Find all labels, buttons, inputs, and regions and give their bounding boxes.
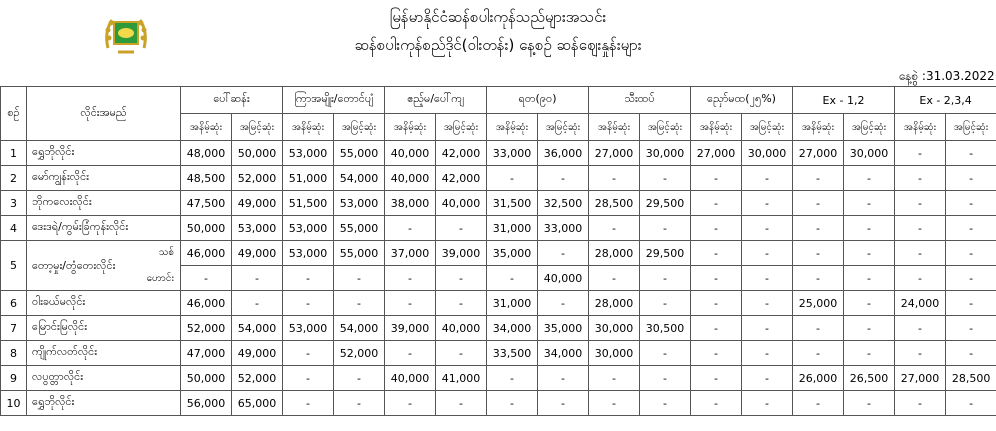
max-price-cell: - bbox=[436, 266, 487, 291]
row-number: 5 bbox=[1, 241, 27, 291]
min-price-cell: - bbox=[283, 341, 334, 366]
max-price-cell: - bbox=[946, 241, 996, 266]
min-price-cell: - bbox=[385, 391, 436, 416]
min-price-cell: - bbox=[283, 391, 334, 416]
max-price-cell: - bbox=[946, 341, 996, 366]
line-name-text: ကျိုက်လတ်လိုင်း bbox=[32, 345, 98, 358]
min-price-cell: - bbox=[283, 366, 334, 391]
max-price-cell: - bbox=[946, 291, 996, 316]
max-price-cell: - bbox=[742, 391, 793, 416]
min-price-cell: 46,000 bbox=[181, 291, 232, 316]
max-price-cell: 29,500 bbox=[640, 241, 691, 266]
min-price-cell: 27,000 bbox=[691, 141, 742, 166]
max-price-cell: - bbox=[844, 391, 895, 416]
min-price-cell: 28,000 bbox=[589, 241, 640, 266]
max-price-cell: - bbox=[742, 191, 793, 216]
column-group-header: Ex - 2,3,4 bbox=[895, 87, 996, 114]
max-price-cell: 30,000 bbox=[844, 141, 895, 166]
max-price-header: အမြင့်ဆုံး bbox=[436, 114, 487, 141]
max-price-cell: 34,000 bbox=[538, 341, 589, 366]
min-price-cell: - bbox=[895, 266, 946, 291]
min-price-cell: 48,000 bbox=[181, 141, 232, 166]
line-name-text: ရွှေဘိုလိုင်း bbox=[32, 145, 75, 158]
min-price-cell: 24,000 bbox=[895, 291, 946, 316]
line-name bbox=[27, 366, 181, 391]
min-price-cell: 46,000 bbox=[181, 241, 232, 266]
max-price-header: အမြင့်ဆုံး bbox=[946, 114, 996, 141]
max-price-cell: 30,500 bbox=[640, 316, 691, 341]
max-price-cell: - bbox=[946, 166, 996, 191]
max-price-cell: - bbox=[844, 241, 895, 266]
max-price-cell: - bbox=[436, 341, 487, 366]
line-name-text: ဝါးခယ်မလိုင်း bbox=[32, 295, 86, 308]
min-price-cell: 50,000 bbox=[181, 366, 232, 391]
max-price-cell: 54,000 bbox=[334, 166, 385, 191]
max-price-cell: - bbox=[742, 291, 793, 316]
max-price-cell: - bbox=[640, 341, 691, 366]
min-price-cell: 34,000 bbox=[487, 316, 538, 341]
max-price-cell: 55,000 bbox=[334, 241, 385, 266]
max-price-cell: - bbox=[436, 291, 487, 316]
min-price-cell: 53,000 bbox=[283, 316, 334, 341]
min-price-cell: 25,000 bbox=[793, 291, 844, 316]
line-name bbox=[27, 141, 181, 166]
min-price-cell: 33,000 bbox=[487, 141, 538, 166]
min-price-cell: - bbox=[691, 341, 742, 366]
min-price-cell: - bbox=[181, 266, 232, 291]
max-price-cell: 49,000 bbox=[232, 341, 283, 366]
min-price-cell: - bbox=[793, 316, 844, 341]
column-group-header: ဧည့်မ/ပေါ်ကျ bbox=[385, 87, 487, 114]
min-price-cell: 38,000 bbox=[385, 191, 436, 216]
max-price-cell: 49,000 bbox=[232, 191, 283, 216]
min-price-cell: 37,000 bbox=[385, 241, 436, 266]
min-price-header: အနိမ့်ဆုံး bbox=[895, 114, 946, 141]
row-number: 2 bbox=[1, 166, 27, 191]
max-price-cell: - bbox=[946, 316, 996, 341]
min-price-cell: - bbox=[487, 391, 538, 416]
max-price-header: အမြင့်ဆုံး bbox=[232, 114, 283, 141]
line-name bbox=[27, 341, 181, 366]
max-price-cell: - bbox=[844, 341, 895, 366]
min-price-cell: - bbox=[487, 266, 538, 291]
line-name bbox=[27, 191, 181, 216]
table-row bbox=[1, 241, 996, 266]
max-price-cell: - bbox=[232, 266, 283, 291]
max-price-cell: 35,000 bbox=[538, 316, 589, 341]
table-row bbox=[1, 316, 996, 341]
max-price-cell: 32,500 bbox=[538, 191, 589, 216]
line-name-text: မော်ကျွန်းလိုင်း bbox=[32, 170, 89, 183]
min-price-header: အနိမ့်ဆုံး bbox=[793, 114, 844, 141]
max-price-cell: - bbox=[640, 216, 691, 241]
min-price-cell: - bbox=[895, 316, 946, 341]
line-name-text: ဘိုကလေးလိုင်း bbox=[32, 195, 92, 208]
row-number: 8 bbox=[1, 341, 27, 366]
max-price-cell: - bbox=[334, 366, 385, 391]
max-price-cell: - bbox=[844, 266, 895, 291]
min-price-cell: 27,000 bbox=[895, 366, 946, 391]
line-name-text: ရွှေဘိုလိုင်း bbox=[32, 395, 75, 408]
row-number: 3 bbox=[1, 191, 27, 216]
min-price-cell: 31,000 bbox=[487, 291, 538, 316]
max-price-cell: - bbox=[538, 291, 589, 316]
max-price-cell: - bbox=[946, 266, 996, 291]
max-price-cell: - bbox=[742, 241, 793, 266]
min-price-cell: 40,000 bbox=[385, 166, 436, 191]
min-price-cell: 27,000 bbox=[793, 141, 844, 166]
line-name-text: ဒေးဒရဲ/ကွမ်းခြံကုန်းလိုင်း bbox=[32, 220, 129, 233]
min-price-cell: 31,500 bbox=[487, 191, 538, 216]
min-price-cell: 27,000 bbox=[589, 141, 640, 166]
max-price-cell: - bbox=[946, 141, 996, 166]
min-price-cell: - bbox=[589, 266, 640, 291]
column-group-header: ရတ(၉၀) bbox=[487, 87, 589, 114]
min-price-cell: 51,000 bbox=[283, 166, 334, 191]
min-price-cell: - bbox=[793, 391, 844, 416]
max-price-cell: - bbox=[844, 316, 895, 341]
line-name-text: လပွတ္တာလိုင်း bbox=[32, 370, 84, 383]
line-name bbox=[27, 291, 181, 316]
max-price-cell: 36,000 bbox=[538, 141, 589, 166]
max-price-cell: - bbox=[946, 391, 996, 416]
max-price-header: အမြင့်ဆုံး bbox=[334, 114, 385, 141]
max-price-cell: 28,500 bbox=[946, 366, 996, 391]
table-row bbox=[1, 341, 996, 366]
min-price-cell: - bbox=[793, 166, 844, 191]
min-price-cell: 40,000 bbox=[385, 366, 436, 391]
max-price-cell: 54,000 bbox=[232, 316, 283, 341]
max-price-cell: - bbox=[640, 266, 691, 291]
table-row bbox=[1, 191, 996, 216]
min-price-cell: - bbox=[895, 191, 946, 216]
price-table bbox=[0, 68, 996, 416]
min-price-cell: 52,000 bbox=[181, 316, 232, 341]
min-price-cell: 26,000 bbox=[793, 366, 844, 391]
min-price-cell: - bbox=[385, 291, 436, 316]
max-price-cell: 49,000 bbox=[232, 241, 283, 266]
report-date: နေ့စွဲ :31.03.2022 bbox=[898, 69, 995, 83]
max-price-cell: 53,000 bbox=[334, 191, 385, 216]
max-price-cell: 52,000 bbox=[334, 341, 385, 366]
min-price-cell: - bbox=[487, 166, 538, 191]
min-price-cell: 53,000 bbox=[283, 216, 334, 241]
max-price-cell: - bbox=[742, 266, 793, 291]
min-price-cell: 40,000 bbox=[385, 141, 436, 166]
min-price-cell: - bbox=[691, 291, 742, 316]
min-price-header: အနိမ့်ဆုံး bbox=[385, 114, 436, 141]
max-price-cell: 52,000 bbox=[232, 366, 283, 391]
min-price-cell: - bbox=[793, 341, 844, 366]
line-name bbox=[27, 241, 181, 291]
report-header bbox=[0, 0, 996, 68]
line-sub-label: သစ် bbox=[158, 247, 174, 258]
min-price-cell: 30,000 bbox=[589, 316, 640, 341]
max-price-header: အမြင့်ဆုံး bbox=[538, 114, 589, 141]
column-header-line-name: လိုင်းအမည် bbox=[27, 87, 181, 141]
max-price-cell: 42,000 bbox=[436, 166, 487, 191]
max-price-header: အမြင့်ဆုံး bbox=[742, 114, 793, 141]
min-price-cell: - bbox=[385, 216, 436, 241]
min-price-cell: 51,500 bbox=[283, 191, 334, 216]
max-price-header: အမြင့်ဆုံး bbox=[844, 114, 895, 141]
report-title: ဆန်စပါးကုန်စည်ဒိုင်(ဝါးတန်း) နေ့စဉ် ဆန်ဈေးနှုန်းများ bbox=[354, 36, 642, 54]
min-price-header: အနိမ့်ဆုံး bbox=[283, 114, 334, 141]
min-price-cell: - bbox=[895, 241, 946, 266]
max-price-cell: - bbox=[538, 166, 589, 191]
max-price-cell: - bbox=[640, 166, 691, 191]
max-price-cell: - bbox=[742, 341, 793, 366]
min-price-cell: - bbox=[691, 266, 742, 291]
table-row bbox=[1, 291, 996, 316]
max-price-cell: - bbox=[436, 391, 487, 416]
max-price-cell: 33,000 bbox=[538, 216, 589, 241]
max-price-cell: - bbox=[946, 216, 996, 241]
min-price-cell: - bbox=[283, 291, 334, 316]
min-price-cell: 48,500 bbox=[181, 166, 232, 191]
max-price-cell: 41,000 bbox=[436, 366, 487, 391]
min-price-cell: - bbox=[691, 166, 742, 191]
max-price-cell: - bbox=[640, 366, 691, 391]
min-price-cell: - bbox=[691, 391, 742, 416]
row-number: 9 bbox=[1, 366, 27, 391]
max-price-cell: - bbox=[334, 391, 385, 416]
max-price-cell: - bbox=[844, 166, 895, 191]
max-price-cell: 55,000 bbox=[334, 141, 385, 166]
max-price-cell: - bbox=[538, 391, 589, 416]
table-row bbox=[1, 141, 996, 166]
min-price-cell: - bbox=[793, 266, 844, 291]
min-price-cell: 30,000 bbox=[589, 341, 640, 366]
max-price-cell: 39,000 bbox=[436, 241, 487, 266]
min-price-cell: - bbox=[385, 341, 436, 366]
max-price-cell: - bbox=[844, 216, 895, 241]
line-name bbox=[27, 166, 181, 191]
row-number: 1 bbox=[1, 141, 27, 166]
min-price-cell: 31,000 bbox=[487, 216, 538, 241]
min-price-cell: 53,000 bbox=[283, 141, 334, 166]
min-price-cell: - bbox=[487, 366, 538, 391]
column-header-number: စဉ် bbox=[1, 87, 27, 141]
row-number: 7 bbox=[1, 316, 27, 341]
max-price-cell: - bbox=[742, 166, 793, 191]
column-group-header: Ex - 1,2 bbox=[793, 87, 895, 114]
min-price-header: အနိမ့်ဆုံး bbox=[589, 114, 640, 141]
min-price-cell: - bbox=[793, 191, 844, 216]
max-price-cell: 40,000 bbox=[436, 191, 487, 216]
line-name-text: မြောင်းမြလိုင်း bbox=[32, 320, 88, 333]
min-price-header: အနိမ့်ဆုံး bbox=[487, 114, 538, 141]
max-price-cell: 30,000 bbox=[742, 141, 793, 166]
table-row bbox=[1, 366, 996, 391]
min-price-cell: - bbox=[283, 266, 334, 291]
min-price-cell: - bbox=[895, 391, 946, 416]
min-price-cell: 39,000 bbox=[385, 316, 436, 341]
min-price-cell: - bbox=[895, 216, 946, 241]
max-price-cell: 53,000 bbox=[232, 216, 283, 241]
min-price-header: အနိမ့်ဆုံး bbox=[181, 114, 232, 141]
max-price-cell: 40,000 bbox=[538, 266, 589, 291]
max-price-cell: 65,000 bbox=[232, 391, 283, 416]
min-price-cell: - bbox=[691, 316, 742, 341]
column-group-header: ညှော်မထ(၂၅%) bbox=[691, 87, 793, 114]
line-name-text: တော့မှုး/တွံတေးလိုင်း bbox=[32, 259, 116, 272]
min-price-cell: - bbox=[895, 341, 946, 366]
table-row bbox=[1, 166, 996, 191]
min-price-cell: - bbox=[385, 266, 436, 291]
min-price-cell: 47,500 bbox=[181, 191, 232, 216]
max-price-cell: - bbox=[742, 316, 793, 341]
max-price-cell: 42,000 bbox=[436, 141, 487, 166]
min-price-cell: 53,000 bbox=[283, 241, 334, 266]
max-price-cell: - bbox=[232, 291, 283, 316]
row-number: 6 bbox=[1, 291, 27, 316]
min-price-cell: - bbox=[691, 241, 742, 266]
min-price-cell: - bbox=[589, 166, 640, 191]
line-name bbox=[27, 391, 181, 416]
line-name bbox=[27, 216, 181, 241]
max-price-cell: - bbox=[640, 391, 691, 416]
min-price-cell: 33,500 bbox=[487, 341, 538, 366]
min-price-cell: - bbox=[589, 366, 640, 391]
max-price-cell: 52,000 bbox=[232, 166, 283, 191]
max-price-cell: 29,500 bbox=[640, 191, 691, 216]
max-price-cell: 40,000 bbox=[436, 316, 487, 341]
column-group-header: ကြာအမျိုး/တောင်ပျံ bbox=[283, 87, 385, 114]
min-price-cell: 28,000 bbox=[589, 291, 640, 316]
min-price-cell: 28,500 bbox=[589, 191, 640, 216]
min-price-cell: - bbox=[691, 216, 742, 241]
min-price-cell: - bbox=[895, 166, 946, 191]
min-price-cell: - bbox=[793, 241, 844, 266]
table-row bbox=[1, 391, 996, 416]
max-price-cell: - bbox=[538, 366, 589, 391]
min-price-cell: - bbox=[895, 141, 946, 166]
max-price-header: အမြင့်ဆုံး bbox=[640, 114, 691, 141]
max-price-cell: - bbox=[538, 241, 589, 266]
column-group-header: သီးထပ် bbox=[589, 87, 691, 114]
association-title: မြန်မာနိုင်ငံဆန်စပါးကုန်သည်များအသင်း bbox=[389, 8, 607, 26]
line-sub-label: ဟောင်း bbox=[146, 273, 174, 284]
row-number: 4 bbox=[1, 216, 27, 241]
max-price-cell: 26,500 bbox=[844, 366, 895, 391]
max-price-cell: - bbox=[436, 216, 487, 241]
min-price-cell: 56,000 bbox=[181, 391, 232, 416]
max-price-cell: 50,000 bbox=[232, 141, 283, 166]
min-price-cell: - bbox=[691, 191, 742, 216]
max-price-cell: 54,000 bbox=[334, 316, 385, 341]
min-price-header: အနိမ့်ဆုံး bbox=[691, 114, 742, 141]
table-row bbox=[1, 216, 996, 241]
max-price-cell: 30,000 bbox=[640, 141, 691, 166]
max-price-cell: - bbox=[946, 191, 996, 216]
min-price-cell: - bbox=[589, 391, 640, 416]
max-price-cell: 55,000 bbox=[334, 216, 385, 241]
min-price-cell: - bbox=[691, 366, 742, 391]
column-group-header: ပေါ်ဆန်း bbox=[181, 87, 283, 114]
min-price-cell: 47,000 bbox=[181, 341, 232, 366]
max-price-cell: - bbox=[844, 291, 895, 316]
line-name bbox=[27, 316, 181, 341]
min-price-cell: - bbox=[589, 216, 640, 241]
max-price-cell: - bbox=[844, 191, 895, 216]
max-price-cell: - bbox=[334, 291, 385, 316]
max-price-cell: - bbox=[742, 216, 793, 241]
row-number: 10 bbox=[1, 391, 27, 416]
max-price-cell: - bbox=[742, 366, 793, 391]
max-price-cell: - bbox=[640, 291, 691, 316]
min-price-cell: - bbox=[793, 216, 844, 241]
max-price-cell: - bbox=[334, 266, 385, 291]
min-price-cell: 50,000 bbox=[181, 216, 232, 241]
min-price-cell: 35,000 bbox=[487, 241, 538, 266]
